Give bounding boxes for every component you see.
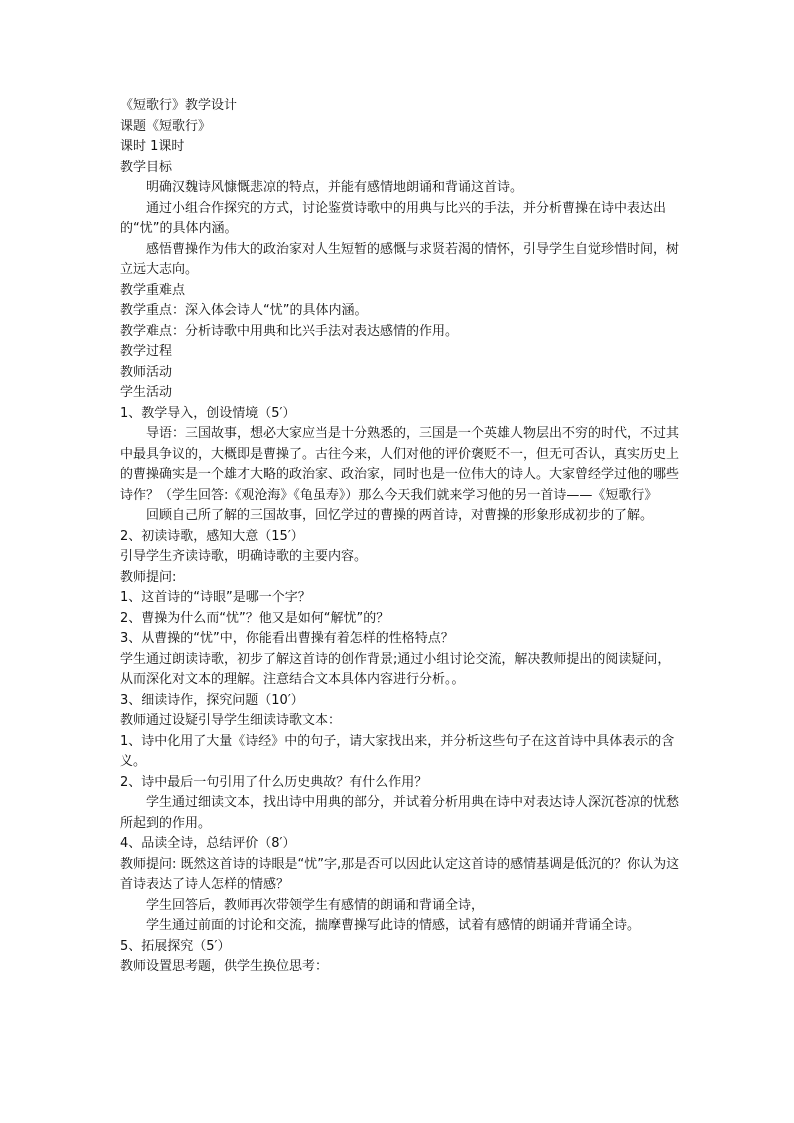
text-line: 教学难点：分析诗歌中用典和比兴手法对表达感情的作用。 <box>120 323 459 339</box>
text-line: 学生活动 <box>120 385 173 400</box>
text-line: 教师活动 <box>120 364 173 380</box>
text-line: 4、品读全诗，总结评价（8′） <box>120 836 296 851</box>
text-line: 学生通过朗读诗歌，初步了解这首诗的创作背景;通过小组讨论交流，解决教师提出的阅读疑问，从而深化对文本的理解。注意结合文本具体内容进行分析。。 <box>120 651 671 687</box>
text-line: 教学重难点 <box>120 282 186 298</box>
text-line: 导语：三国故事，想必大家应当是十分熟悉的，三国是一个英雄人物层出不穷的时代，不过其中最具争议的，大概即是曹操了。古往今来，人们对他的评价褒贬不一，但无可否认，真实历史上的曹操确实是一个雄才大略的政治家、政治家，同时也是一位伟大的诗人。大家曾经学过他的哪些诗作？（学生回答:《观沧海》《龟虽寿》）那么今天我们就来学习他的另一首诗——《短歌行》 <box>120 426 680 503</box>
text-line: 教学过程 <box>120 344 173 359</box>
text-line: 1、教学导入，创设情境（5′） <box>120 405 296 421</box>
text-line: 5、拓展探究（5′） <box>120 938 231 954</box>
text-line: 2、初读诗歌，感知大意（15′） <box>120 528 304 544</box>
text-line: 2、曹操为什么而“忧”？他又是如何“解忧”的？ <box>120 610 390 626</box>
text-line: 课题《短歌行》 <box>120 118 212 134</box>
text-line: 引导学生齐读诗歌，明确诗歌的主要内容。 <box>120 549 368 564</box>
text-line: 《短歌行》教学设计 <box>120 98 238 113</box>
text-line: 1、这首诗的“诗眼”是哪一个字？ <box>120 590 311 605</box>
text-line: 3、从曹操的“忧”中，你能看出曹操有着怎样的性格特点？ <box>120 631 454 646</box>
text-line: 教学重点：深入体会诗人“忧”的具体内涵。 <box>120 303 368 318</box>
text-line: 感悟曹操作为伟大的政治家对人生短暂的感慨与求贤若渴的情怀，引导学生自觉珍惜时间，树立远大志向。 <box>120 241 680 277</box>
text-line: 3、细读诗作，探究问题（10′） <box>120 692 304 708</box>
text-line: 通过小组合作探究的方式，讨论鉴赏诗歌中的用典与比兴的手法，并分析曹操在诗中表达出的“忧”的具体内涵。 <box>120 200 667 236</box>
text-line: 2、诗中最后一句引用了什么历史典故？有什么作用？ <box>120 774 428 790</box>
text-line: 学生通过细读文本，找出诗中用典的部分，并试着分析用典在诗中对表达诗人深沉苍凉的忧愁所起到的作用。 <box>120 795 680 831</box>
text-line: 教师通过设疑引导学生细读诗歌文本： <box>120 713 342 728</box>
text-line: 学生通过前面的讨论和交流，揣摩曹操写此诗的情感，试着有感情的朗诵并背诵全诗。 <box>146 918 641 933</box>
text-line: 教学目标 <box>120 159 173 175</box>
text-line: 课时 1课时 <box>120 139 185 154</box>
text-line: 回顾自己所了解的三国故事，回忆学过的曹操的两首诗，对曹操的形象形成初步的了解。 <box>146 508 654 523</box>
text-line: 学生回答后，教师再次带领学生有感情的朗诵和背诵全诗， <box>146 897 485 913</box>
text-line: 教师提问: <box>120 569 177 585</box>
text-line: 教师设置思考题，供学生换位思考： <box>120 959 329 974</box>
text-line: 教师提问: 既然这首诗的诗眼是“忧”字,那是否可以因此认定这首诗的感情基调是低沉的？你认为这首诗表达了诗人怎样的情感？ <box>120 856 680 892</box>
document-page <box>120 96 680 978</box>
text-line: 明确汉魏诗风慷慨悲凉的特点，并能有感情地朗诵和背诵这首诗。 <box>146 180 524 195</box>
text-line: 1、诗中化用了大量《诗经》中的句子，请大家找出来，并分析这些句子在这首诗中具体表示的含义。 <box>120 733 675 769</box>
